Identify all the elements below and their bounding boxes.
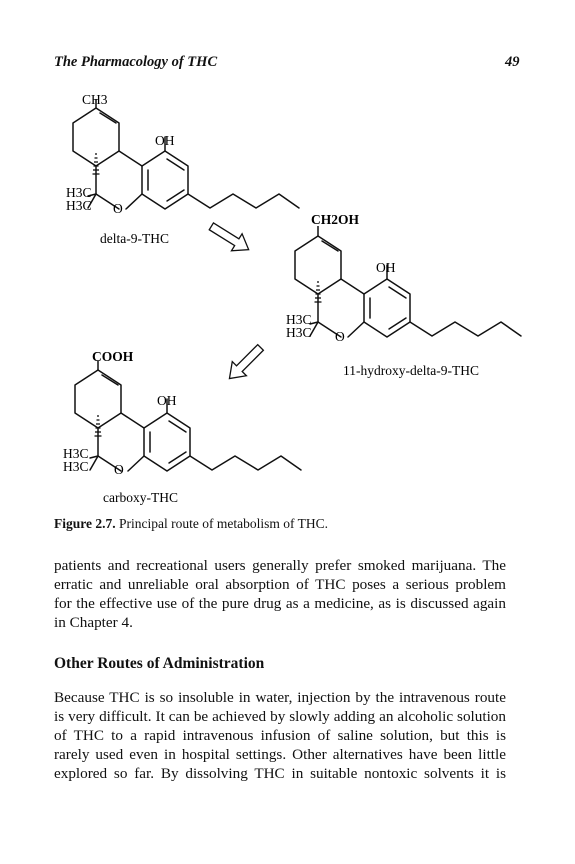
paragraph-1-line: erratic and unreliable oral absorption of THC poses a serious problem [54, 576, 506, 593]
paragraph-1-line: in Chapter 4. [54, 614, 133, 631]
paragraph-1-line: patients and recreational users generally prefer smoked marijuana. The [54, 557, 506, 574]
paragraph-2-line: is very difficult. It can be achieved by slowly adding an alcoholic solution [54, 708, 506, 725]
hydroxy-thc-structure [286, 212, 521, 378]
delta9-substituent-label: CH3 [82, 92, 108, 107]
paragraph-2-line: Because THC is so insoluble in water, injection by the intravenous route [54, 689, 506, 706]
page-number: 49 [505, 54, 520, 70]
hydroxy-methyl-label-1: H3C [286, 312, 312, 327]
carboxy-thc-structure [63, 349, 301, 505]
delta9-thc-structure [66, 92, 299, 246]
carboxy-methyl-label-2: H3C [63, 459, 89, 474]
body-paragraph-1 [54, 556, 506, 632]
running-header-title: The Pharmacology of THC [54, 54, 218, 70]
hydroxy-hydroxyl-label: OH [376, 260, 396, 275]
paragraph-1-line: for the effective use of the pure drug as a medicine, as is discussed again [54, 595, 506, 612]
metabolic-arrow-down-left [222, 340, 267, 385]
carboxy-thc-name: carboxy-THC [103, 490, 178, 505]
hydroxy-methyl-label-2: H3C [286, 325, 312, 340]
figure-caption-text: Principal route of metabolism of THC. [119, 516, 328, 531]
paragraph-2-line: rarely used even in hospital settings. Other alternatives have been little [54, 746, 506, 763]
body-paragraph-2 [54, 688, 506, 783]
carboxy-oxygen-label: O [114, 462, 124, 477]
carboxy-substituent-label: COOH [92, 349, 134, 364]
figure-caption-label: Figure 2.7. [54, 516, 116, 531]
section-heading: Other Routes of Administration [54, 655, 265, 672]
paragraph-2-line: explored so far. By dissolving THC in suitable nontoxic solvents it is [54, 765, 506, 782]
delta9-thc-name: delta-9-THC [100, 231, 169, 246]
metabolic-arrow-down-right [206, 218, 254, 258]
delta9-oxygen-label: O [113, 201, 123, 216]
carboxy-methyl-label-1: H3C [63, 446, 89, 461]
carboxy-hydroxyl-label: OH [157, 393, 177, 408]
figure-caption [54, 516, 328, 532]
hydroxy-substituent-label: CH2OH [311, 212, 360, 227]
delta9-methyl-label-1: H3C [66, 185, 92, 200]
hydroxy-thc-name: 11-hydroxy-delta-9-THC [343, 363, 479, 378]
hydroxy-oxygen-label: O [335, 329, 345, 344]
paragraph-2-line: of THC to a rapid intravenous infusion of saline solution, but this is [54, 727, 506, 744]
delta9-methyl-label-2: H3C [66, 198, 92, 213]
delta9-hydroxyl-label: OH [155, 133, 175, 148]
